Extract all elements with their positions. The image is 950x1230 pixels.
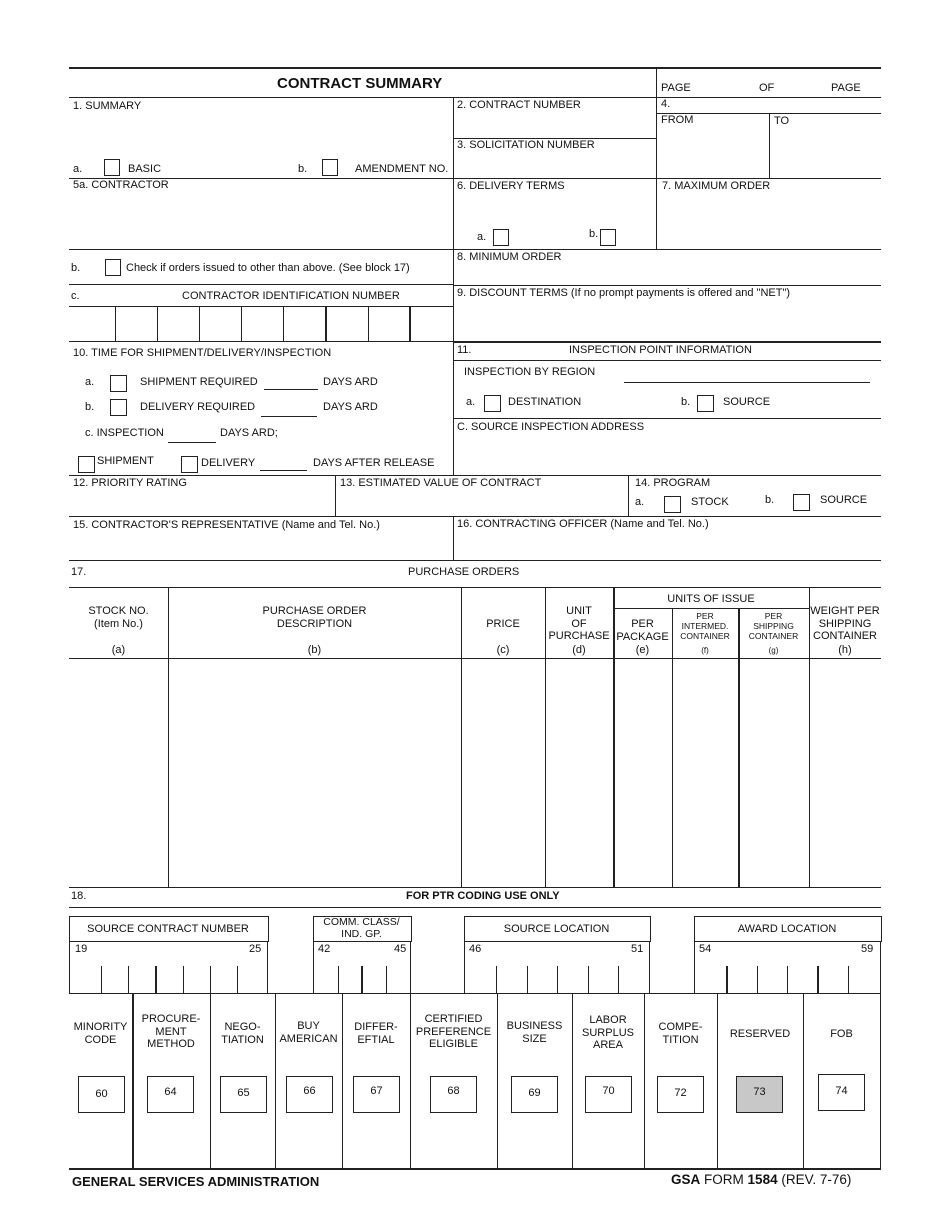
delivery-checkbox[interactable] xyxy=(181,456,198,473)
delivery-required-label: DELIVERY REQUIRED xyxy=(140,401,256,413)
minority-code-number: 60 xyxy=(95,1088,108,1100)
business-size-box[interactable] xyxy=(511,1076,558,1113)
page-label: PAGE xyxy=(661,82,691,94)
col-h-letter: (h) xyxy=(838,644,852,656)
col-f-label: PER INTERMED. CONTAINER xyxy=(680,611,730,641)
minority-code-box[interactable] xyxy=(78,1076,125,1113)
purchase-orders-table-body[interactable] xyxy=(69,659,881,886)
block-16-label: 16. CONTRACTING OFFICER (Name and Tel. No.) xyxy=(457,518,709,530)
stock-label: STOCK xyxy=(691,496,729,508)
ptr-coding-title: FOR PTR CODING USE ONLY xyxy=(406,890,560,902)
competition-label: COMPE- TITION xyxy=(658,1021,703,1046)
labor-surplus-box[interactable] xyxy=(585,1076,632,1113)
procurement-method-label: PROCURE- MENT METHOD xyxy=(141,1013,201,1051)
block-3-label: 3. SOLICITATION NUMBER xyxy=(457,139,595,151)
col-f-letter: (f) xyxy=(701,646,709,655)
block-14a-letter: a. xyxy=(635,496,645,508)
source-contract-label: SOURCE CONTRACT NUMBER xyxy=(87,923,249,935)
release-days-field[interactable] xyxy=(260,470,307,471)
block-12-label: 12. PRIORITY RATING xyxy=(73,477,187,489)
contractor-id-field[interactable] xyxy=(71,308,451,340)
to-label: TO xyxy=(774,115,790,127)
comm-class-field[interactable] xyxy=(315,960,409,992)
form-num: 1584 xyxy=(747,1172,778,1187)
program-source-checkbox[interactable] xyxy=(793,494,810,511)
negotiation-label: NEGO- TIATION xyxy=(221,1021,264,1046)
col-b-letter: (b) xyxy=(307,644,322,656)
block-11b-letter: b. xyxy=(681,396,691,408)
source-inspection-address-field[interactable] xyxy=(455,436,879,474)
inspection-days-ard: DAYS ARD; xyxy=(220,427,278,439)
days-after-release-label: DAYS AFTER RELEASE xyxy=(313,457,435,469)
comm-class-start: 42 xyxy=(318,943,331,955)
col-c-letter: (c) xyxy=(496,644,510,656)
inspection-label: c. INSPECTION xyxy=(85,427,164,439)
block-17-label: 17. xyxy=(71,566,87,578)
other-orders-checkbox[interactable] xyxy=(105,259,121,276)
procurement-method-box[interactable] xyxy=(147,1076,194,1113)
labor-surplus-number: 70 xyxy=(602,1085,615,1097)
award-location-label: AWARD LOCATION xyxy=(737,923,837,935)
delivery-required-checkbox[interactable] xyxy=(110,399,127,416)
block-8-label: 8. MINIMUM ORDER xyxy=(457,251,562,263)
col-c-label: PRICE xyxy=(486,618,520,630)
contracting-officer-field[interactable] xyxy=(455,534,879,559)
amendment-label: AMENDMENT NO. xyxy=(355,163,449,175)
block-1-label: 1. SUMMARY xyxy=(73,100,142,112)
source-location-start: 46 xyxy=(469,943,482,955)
comm-class-end: 45 xyxy=(394,943,407,955)
source-contract-start: 19 xyxy=(75,943,88,955)
purchase-orders-title: PURCHASE ORDERS xyxy=(408,566,520,578)
source-inspection-checkbox[interactable] xyxy=(697,395,714,412)
block-5a-label: 5a. CONTRACTOR xyxy=(73,179,169,191)
block-1a-letter: a. xyxy=(73,163,83,175)
form-title: CONTRACT SUMMARY xyxy=(277,75,443,92)
col-g-letter: (g) xyxy=(768,646,779,655)
block-18-label: 18. xyxy=(71,890,87,902)
destination-label: DESTINATION xyxy=(508,396,582,408)
block-4-label: 4. xyxy=(661,98,671,110)
buy-american-box[interactable] xyxy=(286,1076,333,1113)
block-10a-letter: a. xyxy=(85,376,95,388)
solicitation-number-field[interactable] xyxy=(455,153,654,177)
delivery-days-ard: DAYS ARD xyxy=(323,401,378,413)
from-label: FROM xyxy=(661,114,694,126)
units-of-issue-label: UNITS OF ISSUE xyxy=(667,593,755,605)
award-location-field[interactable] xyxy=(696,960,879,992)
block-5b-letter: b. xyxy=(71,262,81,274)
basic-checkbox[interactable] xyxy=(104,159,120,176)
block-1b-letter: b. xyxy=(298,163,308,175)
inspection-region-label: INSPECTION BY REGION xyxy=(464,366,596,378)
col-d-letter: (d) xyxy=(572,644,586,656)
priority-rating-field[interactable] xyxy=(71,492,333,515)
reserved-number: 73 xyxy=(753,1086,766,1098)
minimum-order-field[interactable] xyxy=(455,265,879,284)
shipment-days-ard: DAYS ARD xyxy=(323,376,378,388)
col-e-label: PER PACKAGE xyxy=(616,618,669,643)
form-number xyxy=(671,1172,851,1188)
competition-number: 72 xyxy=(674,1087,687,1099)
differential-number: 67 xyxy=(370,1085,383,1097)
block-2-label: 2. CONTRACT NUMBER xyxy=(457,99,581,111)
inspection-region-field[interactable] xyxy=(624,382,870,383)
source-location-field[interactable] xyxy=(466,960,648,992)
block-6-label: 6. DELIVERY TERMS xyxy=(457,180,565,192)
of-label: OF xyxy=(759,82,775,94)
destination-checkbox[interactable] xyxy=(484,395,501,412)
to-field[interactable] xyxy=(771,128,879,176)
buy-american-number: 66 xyxy=(303,1085,316,1097)
delivery-label: DELIVERY xyxy=(201,457,256,469)
amendment-checkbox[interactable] xyxy=(322,159,338,176)
certified-preference-number: 68 xyxy=(447,1085,460,1097)
other-orders-label: Check if orders issued to other than above. (See block 17) xyxy=(126,262,410,274)
shipment-required-checkbox[interactable] xyxy=(110,375,127,392)
fob-box[interactable] xyxy=(818,1074,865,1111)
discount-terms-field[interactable] xyxy=(455,302,879,340)
block-10b-letter: b. xyxy=(85,401,95,413)
form-gsa: GSA xyxy=(671,1172,701,1187)
block-14-label: 14. PROGRAM xyxy=(635,477,711,489)
inspection-days-field[interactable] xyxy=(168,442,216,443)
basic-label: BASIC xyxy=(128,163,162,175)
differential-box[interactable] xyxy=(353,1076,400,1113)
delivery-terms-a-checkbox[interactable] xyxy=(493,229,509,246)
reserved-label: RESERVED xyxy=(729,1028,791,1040)
business-size-number: 69 xyxy=(528,1087,541,1099)
col-a-letter: (a) xyxy=(111,644,126,656)
delivery-terms-b-checkbox[interactable] xyxy=(600,229,616,246)
labor-surplus-label: LABOR SURPLUS AREA xyxy=(582,1014,634,1052)
block-10-label: 10. TIME FOR SHIPMENT/DELIVERY/INSPECTION xyxy=(73,347,332,359)
source-inspection-address-label: C. SOURCE INSPECTION ADDRESS xyxy=(457,421,645,433)
block-11-label: 11. xyxy=(457,344,472,356)
delivery-days-field[interactable] xyxy=(261,416,317,417)
negotiation-number: 65 xyxy=(237,1087,250,1099)
stock-checkbox[interactable] xyxy=(664,496,681,513)
inspection-point-title: INSPECTION POINT INFORMATION xyxy=(569,344,752,356)
shipment-checkbox[interactable] xyxy=(78,456,95,473)
shipment-days-field[interactable] xyxy=(264,389,318,390)
shipment-label: SHIPMENT xyxy=(97,455,154,467)
page-label-2: PAGE xyxy=(831,82,861,94)
col-e-letter: (e) xyxy=(635,644,650,656)
negotiation-box[interactable] xyxy=(220,1076,267,1113)
award-location-start: 54 xyxy=(699,943,712,955)
col-a-label: STOCK NO. (Item No.) xyxy=(88,605,149,630)
from-field[interactable] xyxy=(658,128,767,176)
block-5c-letter: c. xyxy=(71,290,80,302)
block-13-label: 13. ESTIMATED VALUE OF CONTRACT xyxy=(340,477,542,489)
award-location-end: 59 xyxy=(861,943,874,955)
estimated-value-field[interactable] xyxy=(337,492,626,515)
comm-class-label: COMM. CLASS/ IND. GP. xyxy=(323,916,400,941)
source-contract-end: 25 xyxy=(249,943,262,955)
block-14b-letter: b. xyxy=(765,494,775,506)
shipment-required-label: SHIPMENT REQUIRED xyxy=(140,376,258,388)
block-7-label: 7. MAXIMUM ORDER xyxy=(662,180,771,192)
col-d-label: UNIT OF PURCHASE xyxy=(548,605,610,643)
col-g-label: PER SHIPPING CONTAINER xyxy=(748,611,799,641)
reserved-box xyxy=(736,1076,783,1113)
source-location-label: SOURCE LOCATION xyxy=(503,923,610,935)
competition-box[interactable] xyxy=(657,1076,704,1113)
source-location-end: 51 xyxy=(631,943,644,955)
block-9-label: 9. DISCOUNT TERMS (If no prompt payments is offered and "NET") xyxy=(457,287,791,299)
contractor-rep-field[interactable] xyxy=(71,534,451,559)
form-form: FORM xyxy=(704,1172,744,1187)
source-contract-field[interactable] xyxy=(71,960,266,992)
col-b-label: PURCHASE ORDER DESCRIPTION xyxy=(262,605,367,630)
agency-name: GENERAL SERVICES ADMINISTRATION xyxy=(72,1174,320,1189)
fob-number: 74 xyxy=(835,1085,848,1097)
procurement-method-number: 64 xyxy=(164,1086,177,1098)
certified-preference-label: CERTIFIED PREFERENCE ELIGIBLE xyxy=(415,1013,492,1051)
buy-american-label: BUY AMERICAN xyxy=(279,1020,338,1045)
block-11a-letter: a. xyxy=(466,396,476,408)
contractor-field[interactable] xyxy=(71,194,451,247)
block-15-label: 15. CONTRACTOR'S REPRESENTATIVE (Name and Tel. No.) xyxy=(73,519,380,531)
program-source-label: SOURCE xyxy=(820,494,868,506)
contractor-id-label: CONTRACTOR IDENTIFICATION NUMBER xyxy=(182,290,400,302)
col-h-label: WEIGHT PER SHIPPING CONTAINER xyxy=(810,605,880,643)
block-6a-letter: a. xyxy=(477,231,487,243)
form-rev: (REV. 7-76) xyxy=(781,1172,852,1187)
differential-label: DIFFER- EFTIAL xyxy=(354,1021,398,1046)
block-6b-letter: b. xyxy=(589,228,599,240)
business-size-label: BUSINESS SIZE xyxy=(506,1020,563,1045)
contract-number-field[interactable] xyxy=(455,113,654,137)
source-label: SOURCE xyxy=(723,396,771,408)
fob-label: FOB xyxy=(830,1028,853,1040)
minority-code-label: MINORITY CODE xyxy=(73,1021,128,1046)
maximum-order-field[interactable] xyxy=(658,196,879,247)
certified-preference-box[interactable] xyxy=(430,1076,477,1113)
